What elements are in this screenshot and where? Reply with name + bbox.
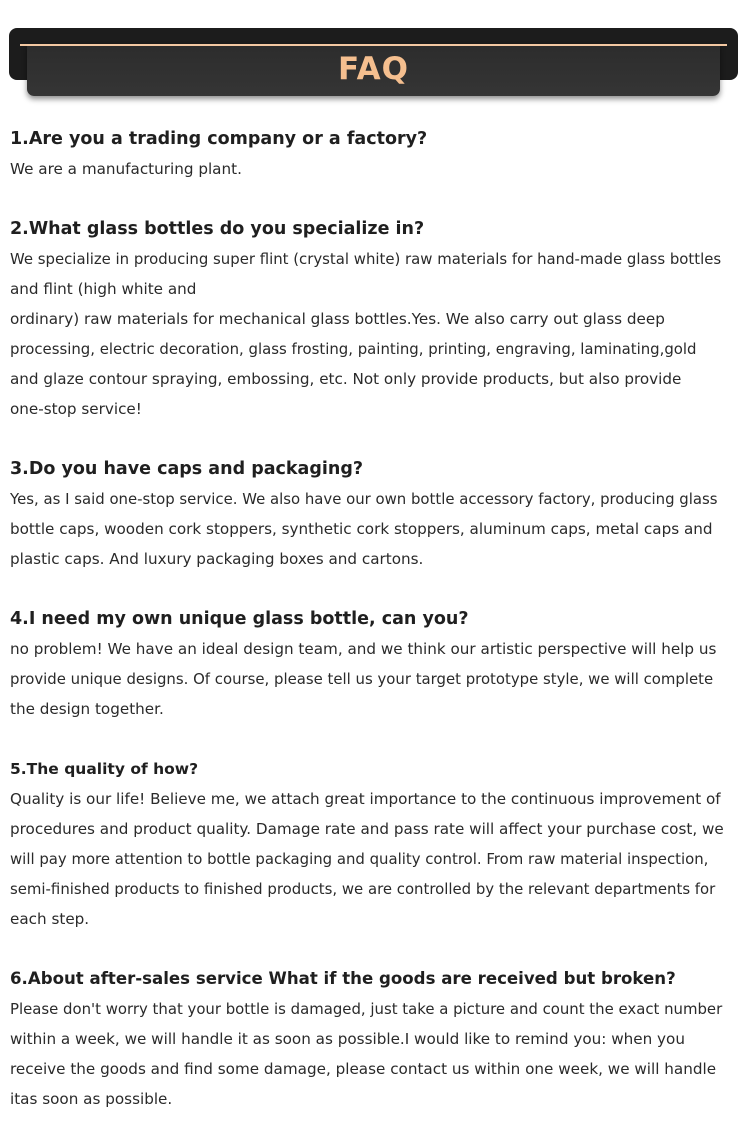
faq-answer-1-line: We are a manufacturing plant. xyxy=(10,160,242,178)
faq-answer-3 xyxy=(10,484,740,574)
faq-answer-3-line: Yes, as I said one-stop service. We also have our own bottle accessory factory, producing glass xyxy=(10,490,718,508)
faq-question-3: 3.Do you have caps and packaging? xyxy=(10,459,364,479)
faq-answer-1 xyxy=(10,154,740,184)
faq-answer-5 xyxy=(10,784,740,934)
faq-list xyxy=(10,124,740,1114)
faq-answer-4-line: provide unique designs. Of course, please tell us your target prototype style, we will complete xyxy=(10,670,714,688)
faq-answer-2-line: We specialize in producing super flint (crystal white) raw materials for hand-made glass bottles xyxy=(10,250,722,268)
faq-answer-4-line: the design together. xyxy=(10,700,164,718)
faq-answer-5-line: semi-finished products to finished products, we are controlled by the relevant departments for xyxy=(10,880,716,898)
faq-question-2: 2.What glass bottles do you specialize in? xyxy=(10,219,425,239)
faq-spacer xyxy=(10,724,740,754)
faq-answer-6-line: receive the goods and find some damage, please contact us within one week, we will handle xyxy=(10,1060,717,1078)
faq-title: FAQ xyxy=(338,51,409,87)
faq-item-5 xyxy=(10,754,740,964)
faq-banner xyxy=(27,44,720,96)
faq-item-1 xyxy=(10,124,740,214)
faq-answer-2-line: and flint (high white and xyxy=(10,280,197,298)
faq-answer-4-line: no problem! We have an ideal design team, and we think our artistic perspective will help us xyxy=(10,640,717,658)
faq-question-1: 1.Are you a trading company or a factory? xyxy=(10,129,428,149)
faq-answer-3-line: plastic caps. And luxury packaging boxes and cartons. xyxy=(10,550,424,568)
faq-answer-5-line: Quality is our life! Believe me, we attach great importance to the continuous improvement of xyxy=(10,790,721,808)
faq-question-5: 5.The quality of how? xyxy=(10,760,199,778)
faq-answer-2-line: ordinary) raw materials for mechanical glass bottles.Yes. We also carry out glass deep xyxy=(10,310,665,328)
faq-answer-6-line: itas soon as possible. xyxy=(10,1090,173,1108)
faq-answer-3-line: bottle caps, wooden cork stoppers, synthetic cork stoppers, aluminum caps, metal caps and xyxy=(10,520,713,538)
faq-item-6 xyxy=(10,964,740,1114)
faq-answer-5-line: will pay more attention to bottle packaging and quality control. From raw material inspection, xyxy=(10,850,709,868)
faq-spacer xyxy=(10,574,740,604)
faq-question-4: 4.I need my own unique glass bottle, can you? xyxy=(10,609,469,629)
faq-answer-5-line: procedures and product quality. Damage rate and pass rate will affect your purchase cost, we xyxy=(10,820,724,838)
faq-answer-2-line: one-stop service! xyxy=(10,400,142,418)
faq-answer-6 xyxy=(10,994,740,1114)
faq-banner-accent-line xyxy=(20,44,727,46)
faq-answer-2-line: and glaze contour spraying, embossing, etc. Not only provide products, but also provide xyxy=(10,370,682,388)
faq-question-6: 6.About after-sales service What if the goods are received but broken? xyxy=(10,969,676,988)
faq-spacer xyxy=(10,424,740,454)
faq-item-4 xyxy=(10,604,740,754)
faq-answer-2 xyxy=(10,244,740,424)
faq-spacer xyxy=(10,934,740,964)
faq-answer-4 xyxy=(10,634,740,724)
faq-item-3 xyxy=(10,454,740,604)
faq-answer-6-line: within a week, we will handle it as soon as possible.I would like to remind you: when you xyxy=(10,1030,685,1048)
faq-answer-2-line: processing, electric decoration, glass frosting, painting, printing, engraving, laminating,gold xyxy=(10,340,697,358)
faq-spacer xyxy=(10,184,740,214)
faq-answer-5-line: each step. xyxy=(10,910,90,928)
faq-item-2 xyxy=(10,214,740,454)
faq-answer-6-line: Please don't worry that your bottle is damaged, just take a picture and count the exact number xyxy=(10,1000,723,1018)
